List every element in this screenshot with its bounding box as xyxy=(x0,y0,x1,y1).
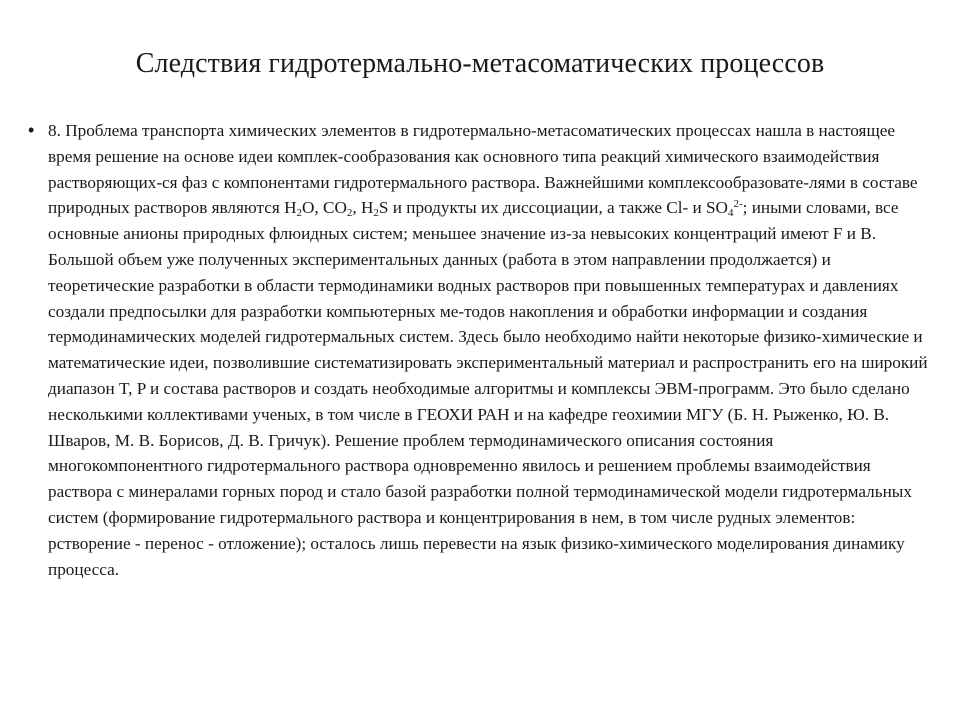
bullet-item xyxy=(28,118,928,582)
paragraph-part-2: ; иными словами, все основные анионы природных флюидных систем; меньшее значение из-за невысоких концентраций имеют F и B. Большой объем уже полученных экспериментальных данных (работа в этом направлении продолжается) и теоретические разработки в области термодинамики водных растворов при повышенных температурах и давлениях создали предпосылки для разработки компьютерных ме-тодов накопления и обработки информации и создания термодинамических моделей гидротермальных систем. Здесь было необходимо найти некоторые физико-химические и математические идеи, позволившие систематизировать экспериментальный материал и распространить его на широкий диапазон T, P и состава растворов и создать необходимые алгоритмы и комплексы ЭВМ-программ. Это было сделано несколькими коллективами ученых, в том числе в ГЕОХИ РАН и на кафедре геохимии МГУ (Б. Н. Рыженко, Ю. В. Шваров, М. В. Борисов, Д. В. Гричук). Решение проблем термодинамического описания состояния многокомпонентного гидротермального раствора одновременно явилось и решением проблемы взаимодействия раствора с минералами горных пород и стало базой разработки полной термодинамической модели гидротермальных систем (формирование гидротермального раствора и концентрирования в нем, в том числе рудных элементов: рстворение - перенос - отложение); осталось лишь перевести на язык физико-химического моделирования динамику процесса. xyxy=(48,198,928,579)
formula-h2s-subscript: 2 xyxy=(373,207,379,220)
formula-h2o-subscript: 2 xyxy=(296,207,302,220)
body-paragraph xyxy=(48,118,928,582)
paragraph-part-1: 8. Проблема транспорта химических элементов в гидротермально-метасоматических процессах нашла в настоящее время решение на основе идеи комплек-сообразования как основного типа реакций химического взаимодействия растворяющих-ся фаз с компонентами гидротермального раствора. Важнейшими комплексообразовате-лями в составе природных растворов являются xyxy=(48,121,918,218)
formula-h2s-h: , H xyxy=(352,198,374,218)
formula-h2s-text: S и продукты их диссоциации, а также Cl- и SO xyxy=(378,198,728,218)
slide-title: Следствия гидротермально-метасоматических процессов xyxy=(135,48,825,79)
formula-h2o-co: O, CO xyxy=(301,198,347,218)
formula-so4-superscript: 2- xyxy=(733,198,743,211)
bullet-icon: • xyxy=(28,120,35,140)
formula-co2-subscript: 2 xyxy=(346,207,353,220)
formula-h2o-h: H xyxy=(284,198,297,218)
formula-so4-subscript: 4 xyxy=(727,207,734,220)
